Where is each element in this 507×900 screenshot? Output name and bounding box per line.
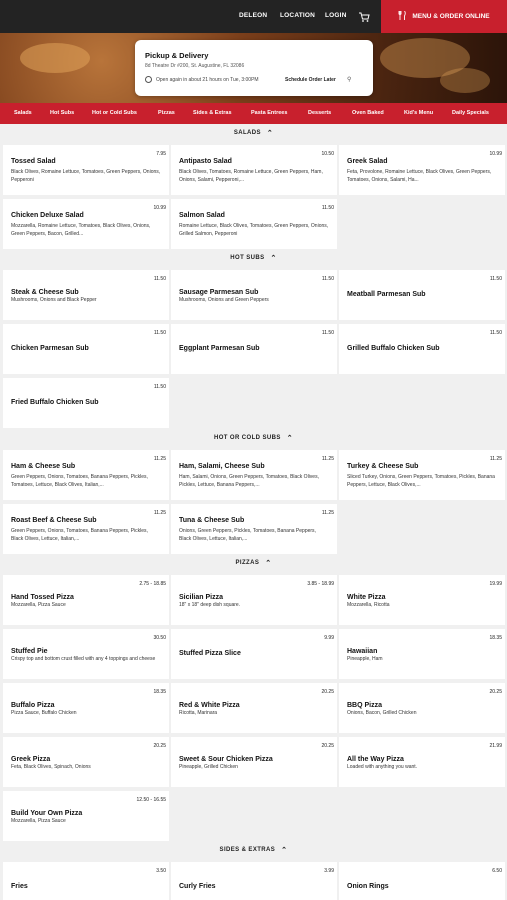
- item-name: Salmon Salad: [179, 212, 225, 219]
- category-pizzas[interactable]: Pizzas: [158, 110, 175, 116]
- section-title: HOT OR COLD SUBS: [214, 435, 281, 441]
- nav-link-location[interactable]: LOCATION: [280, 12, 316, 19]
- nav-link-deleon[interactable]: DELEON: [239, 12, 268, 19]
- menu-item-card[interactable]: [171, 270, 337, 320]
- item-description: Ham, Salami, Onions, Green Peppers, Tomatoes, Black Olives, Pickles, Lettuce, Banana Peppers,...: [179, 474, 319, 488]
- menu-item-card[interactable]: [171, 199, 337, 249]
- nav-link-login[interactable]: LOGIN: [325, 12, 347, 19]
- category-pasta-entrees[interactable]: Pasta Entrees: [251, 110, 288, 116]
- menu-item-card[interactable]: [339, 737, 505, 787]
- item-description: Crispy top and bottom crust filled with any 4 toppings and cheese: [11, 656, 156, 662]
- item-description: 18" x 18" deep dish square.: [179, 602, 241, 608]
- item-name: Fries: [11, 883, 28, 890]
- bell-icon[interactable]: ⚲: [347, 77, 352, 83]
- item-price: 11.50: [489, 276, 502, 282]
- item-description: Loaded with anything you want.: [347, 764, 418, 770]
- item-name: Red & White Pizza: [179, 702, 240, 709]
- item-price: 7.95: [156, 151, 166, 157]
- item-name: Chicken Parmesan Sub: [11, 345, 89, 352]
- chevron-up-icon: ⌃: [266, 130, 274, 137]
- item-price: 2.75 - 18.85: [139, 581, 166, 587]
- menu-item-card[interactable]: [171, 450, 337, 500]
- menu-item-card[interactable]: [3, 737, 169, 787]
- section-header-pizzas[interactable]: [0, 559, 507, 567]
- menu-item-card[interactable]: [3, 324, 169, 374]
- item-price: 9.99: [324, 635, 334, 641]
- category-bar: [0, 103, 507, 124]
- item-price: 18.35: [489, 635, 502, 641]
- item-name: Curly Fries: [179, 883, 216, 890]
- item-name: Tossed Salad: [11, 158, 56, 165]
- category-oven-baked[interactable]: Oven Baked: [352, 110, 384, 116]
- item-name: White Pizza: [347, 594, 386, 601]
- item-name: Hand Tossed Pizza: [11, 594, 74, 601]
- item-description: Green Peppers, Onions, Tomatoes, Banana Peppers, Pickles, Black Olives, Lettuce, Italian,...: [11, 528, 148, 542]
- section-title: HOT SUBS: [230, 255, 265, 261]
- menu-item-card[interactable]: [3, 683, 169, 733]
- menu-item-card[interactable]: [339, 270, 505, 320]
- menu-item-card[interactable]: [3, 862, 169, 900]
- item-price: 18.35: [153, 689, 166, 695]
- section-title: PIZZAS: [235, 560, 260, 566]
- item-price: 12.50 - 16.55: [136, 797, 166, 803]
- menu-item-card[interactable]: [339, 683, 505, 733]
- item-description: Mozzarella, Romaine Lettuce, Tomatoes, Black Olives, Onions, Green Peppers, Bacon, Grilled...: [11, 223, 151, 237]
- section-header-hot-subs[interactable]: [0, 254, 507, 262]
- item-description: Mushrooms, Onions and Black Pepper: [11, 297, 97, 303]
- item-description: Mozzarella, Ricotta: [347, 602, 390, 608]
- item-price: 11.50: [321, 276, 334, 282]
- item-description: Mozzarella, Pizza Sauce: [11, 818, 66, 824]
- item-description: Ricotta, Marinara: [179, 710, 218, 716]
- item-price: 11.25: [321, 456, 334, 462]
- item-description: Black Olives, Romaine Lettuce, Tomatoes, Green Peppers, Onions, Pepperoni: [11, 169, 161, 183]
- item-description: Romaine Lettuce, Black Olives, Tomatoes, Green Peppers, Onions, Grilled Salmon, Pepperoni: [179, 223, 329, 237]
- item-price: 11.25: [321, 510, 334, 516]
- item-price: 20.25: [321, 743, 334, 749]
- menu-order-online-label: MENU & ORDER ONLINE: [412, 13, 490, 20]
- menu-item-card[interactable]: [339, 324, 505, 374]
- item-description: Black Olives, Tomatoes, Romaine Lettuce, Green Peppers, Ham, Onions, Salami, Pepperoni,...: [179, 169, 323, 183]
- item-name: Build Your Own Pizza: [11, 810, 83, 817]
- category-hot-cold-subs[interactable]: Hot or Cold Subs: [92, 110, 137, 116]
- item-name: Chicken Deluxe Salad: [11, 212, 84, 219]
- item-name: Stuffed Pizza Slice: [179, 650, 241, 657]
- item-price: 11.25: [153, 510, 166, 516]
- item-description: Onions, Bacon, Grilled Chicken: [347, 710, 417, 716]
- item-name: Turkey & Cheese Sub: [347, 463, 419, 470]
- item-price: 3.50: [156, 868, 166, 874]
- item-price: 11.50: [321, 205, 334, 211]
- menu-item-card[interactable]: [171, 504, 337, 554]
- item-name: Stuffed Pie: [11, 648, 48, 655]
- menu-item-card[interactable]: [3, 575, 169, 625]
- menu-item-card[interactable]: [339, 450, 505, 500]
- menu-item-card[interactable]: [3, 504, 169, 554]
- category-kids-menu[interactable]: Kid's Menu: [404, 110, 434, 116]
- section-title: SIDES & EXTRAS: [219, 847, 276, 853]
- menu-item-card[interactable]: [339, 575, 505, 625]
- section-header-salads[interactable]: [0, 129, 507, 137]
- menu-order-online-button[interactable]: [381, 0, 507, 33]
- item-price: 19.99: [489, 581, 502, 587]
- item-price: 10.99: [153, 205, 166, 211]
- open-status: Open again in about 21 hours on Tue, 3:00PM: [156, 77, 259, 83]
- item-description: Pizza Sauce, Buffalo Chicken: [11, 710, 77, 716]
- item-price: 6.50: [492, 868, 502, 874]
- section-title: SALADS: [233, 130, 261, 136]
- chevron-up-icon: ⌃: [281, 847, 288, 854]
- item-name: Ham, Salami, Cheese Sub: [179, 463, 265, 470]
- item-name: Sweet & Sour Chicken Pizza: [179, 756, 273, 763]
- item-price: 10.99: [489, 151, 502, 157]
- item-price: 11.50: [153, 384, 166, 390]
- menu-item-card[interactable]: [3, 629, 169, 679]
- item-price: 3.85 - 18.99: [307, 581, 334, 587]
- menu-item-card[interactable]: [339, 862, 505, 900]
- chevron-up-icon: ⌃: [286, 435, 293, 442]
- item-price: 11.50: [153, 330, 166, 336]
- pickup-delivery-title: Pickup & Delivery: [145, 51, 209, 60]
- category-sides-extras[interactable]: Sides & Extras: [193, 110, 232, 116]
- menu-item-card[interactable]: [171, 629, 337, 679]
- item-name: Grilled Buffalo Chicken Sub: [347, 345, 440, 352]
- item-price: 11.50: [321, 330, 334, 336]
- menu-item-card[interactable]: [3, 450, 169, 500]
- item-name: Fried Buffalo Chicken Sub: [11, 399, 99, 406]
- section-header-sides-extras[interactable]: [0, 846, 507, 854]
- item-description: Feta, Provolone, Romaine Lettuce, Black Olives, Green Peppers, Tomatoes, Onions, Salami, Ha...: [347, 169, 492, 183]
- item-name: Eggplant Parmesan Sub: [179, 345, 260, 352]
- item-price: 20.25: [489, 689, 502, 695]
- item-description: Mozzarella, Pizza Sauce: [11, 602, 66, 608]
- item-name: Buffalo Pizza: [11, 702, 55, 709]
- menu-item-card[interactable]: [339, 629, 505, 679]
- cart-icon[interactable]: [358, 10, 370, 22]
- menu-item-card[interactable]: [171, 683, 337, 733]
- menu-item-card[interactable]: [171, 575, 337, 625]
- item-name: BBQ Pizza: [347, 702, 383, 709]
- clock-icon: [145, 76, 152, 83]
- item-name: Meatball Parmesan Sub: [347, 291, 426, 298]
- category-desserts[interactable]: Desserts: [308, 110, 332, 116]
- category-daily-specials[interactable]: Daily Specials: [452, 110, 489, 116]
- item-price: 10.50: [321, 151, 334, 157]
- item-name: Greek Pizza: [11, 756, 51, 763]
- item-price: 21.99: [489, 743, 502, 749]
- item-price: 20.25: [321, 689, 334, 695]
- menu-item-card[interactable]: [3, 199, 169, 249]
- item-description: Sliced Turkey, Onions, Green Peppers, Tomatoes, Pickles, Banana Peppers, Lettuce, Black Olives,...: [347, 474, 495, 488]
- item-price: 20.25: [153, 743, 166, 749]
- section-header-hot-cold-subs[interactable]: [0, 434, 507, 442]
- item-name: All the Way Pizza: [347, 756, 404, 763]
- item-name: Sicilian Pizza: [179, 594, 223, 601]
- item-price: 11.25: [153, 456, 166, 462]
- menu-item-card[interactable]: [339, 145, 505, 195]
- category-salads[interactable]: Salads: [14, 110, 32, 116]
- item-name: Hawaiian: [347, 648, 378, 655]
- menu-item-card[interactable]: [171, 862, 337, 900]
- menu-item-card[interactable]: [3, 378, 169, 428]
- item-description: Green Peppers, Onions, Tomatoes, Banana Peppers, Pickles, Tomatoes, Lettuce, Black Olives, Italian,...: [11, 474, 148, 488]
- item-price: 11.50: [153, 276, 166, 282]
- store-address: 8d Theatre Dr #200, St. Augustine, FL 32086: [145, 63, 245, 69]
- item-name: Onion Rings: [347, 883, 389, 890]
- chevron-up-icon: ⌃: [270, 255, 277, 262]
- menu-item-card[interactable]: [3, 791, 169, 841]
- menu-item-card[interactable]: [3, 145, 169, 195]
- category-hot-subs[interactable]: Hot Subs: [50, 110, 75, 116]
- item-price: 11.25: [489, 456, 502, 462]
- menu-item-card[interactable]: [3, 270, 169, 320]
- item-name: Steak & Cheese Sub: [11, 289, 79, 296]
- item-price: 3.99: [324, 868, 334, 874]
- schedule-order-later-button[interactable]: Schedule Order Later: [285, 77, 336, 83]
- item-name: Ham & Cheese Sub: [11, 463, 76, 470]
- item-name: Antipasto Salad: [179, 158, 232, 165]
- item-description: Onions, Green Peppers, Pickles, Tomatoes, Banana Peppers, Black Olives, Lettuce, Italian,...: [179, 528, 316, 542]
- menu-item-card[interactable]: [171, 145, 337, 195]
- item-name: Greek Salad: [347, 158, 388, 165]
- item-price: 11.50: [489, 330, 502, 336]
- menu-item-card[interactable]: [171, 324, 337, 374]
- item-description: Pineapple, Ham: [347, 656, 383, 662]
- item-description: Mushrooms, Onions and Green Peppers: [179, 297, 269, 303]
- menu-item-card[interactable]: [171, 737, 337, 787]
- pickup-delivery-card: [135, 40, 373, 96]
- fork-knife-icon: [398, 11, 407, 22]
- item-name: Roast Beef & Cheese Sub: [11, 517, 97, 524]
- top-nav: [0, 0, 507, 33]
- item-description: Pineapple, Grilled Chicken: [179, 764, 238, 770]
- item-description: Feta, Black Olives, Spinach, Onions: [11, 764, 91, 770]
- chevron-up-icon: ⌃: [265, 560, 272, 567]
- item-price: 30.50: [153, 635, 166, 641]
- item-name: Tuna & Cheese Sub: [179, 517, 245, 524]
- item-name: Sausage Parmesan Sub: [179, 289, 259, 296]
